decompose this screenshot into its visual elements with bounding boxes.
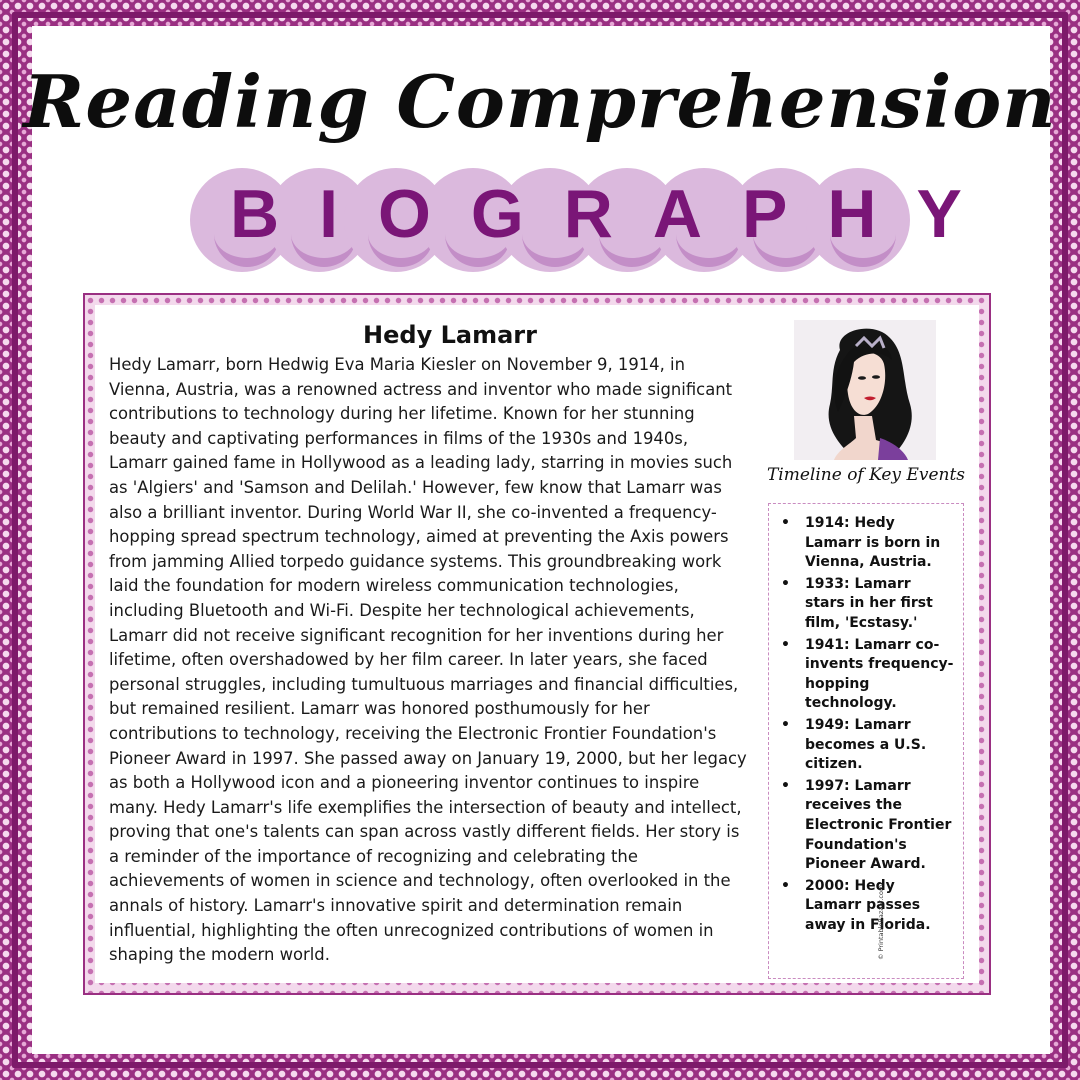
page-title: Reading Comprehension — [23, 59, 1057, 144]
timeline-item-text: 2000: Hedy Lamarr passes away in Florida. — [805, 877, 931, 933]
timeline-caption: Timeline of Key Events — [766, 465, 966, 485]
woman-portrait-icon — [794, 320, 936, 460]
timeline-item-text: 1933: Lamarr stars in her first film, 'Ecstasy.' — [805, 575, 933, 631]
bullet-icon: • — [781, 515, 790, 531]
bullet-icon: • — [781, 716, 790, 733]
article-body: Hedy Lamarr, born Hedwig Eva Maria Kiesler on November 9, 1914, in Vienna, Austria, was a renowned actress and inventor who made significant contributions to technology during her lifetime. Known for her stunning beauty and captivating performances in films of the 1930s and 1940s, Lamarr gained fame in Hollywood as a leading lady, starring in movies such as 'Algiers' and 'Samson and Delilah.' However, few know that Lamarr was also a brilliant inventor. During World War II, she co-invented a frequency-hopping spread spectrum technology, aimed at preventing the Axis powers from jamming Allied torpedo guidance systems. This groundbreaking work laid the foundation for modern wireless communication technologies, including Bluetooth and Wi-Fi. Despite her technological achievements, Lamarr did not receive significant recognition for her inventions during her lifetime, often overshadowed by her film career. In later years, she faced personal struggles, including tumultuous marriages and financial difficulties, but remained resilient. Lamarr was honored posthumously for her contributions to technology, receiving the Electronic Frontier Foundation's Pioneer Award in 1997. She passed away on January 19, 2000, but her legacy as both a Hollywood icon and a pioneering inventor continues to inspire many. Hedy Lamarr's life exemplifies the intersection of beauty and intellect, proving that one's talents can span across vastly different fields. Her story is a reminder of the importance of recognizing and celebrating the achievements of women in science and technology, often overlooked in the annals of history. Lamarr's innovative spirit and determination remain influential, highlighting the often unrecognized contributions of women in shaping the modern world. — [109, 355, 747, 965]
timeline-item-text: 1941: Lamarr co-invents frequency-hopping technology. — [805, 636, 954, 712]
timeline-item — [779, 777, 955, 875]
timeline-item-text: 1949: Lamarr becomes a U.S. citizen. — [805, 716, 927, 773]
copyright-credit — [868, 840, 885, 960]
copyright-text: © PrintableBazaar.com — [877, 884, 885, 960]
content-panel — [83, 293, 991, 995]
bullet-icon: • — [781, 575, 790, 592]
bullet-icon: • — [781, 877, 790, 894]
article-heading: Hedy Lamarr — [363, 321, 537, 349]
timeline-item — [779, 636, 955, 714]
timeline-item-text: 1914: Hedy Lamarr is born in Vienna, Austria. — [805, 515, 941, 571]
bullet-icon: • — [781, 636, 790, 653]
timeline-box — [768, 503, 964, 979]
panel-body — [95, 305, 979, 983]
timeline-item-text: 1997: Lamarr receives the Electronic Frontier Foundation's Pioneer Award. — [805, 777, 952, 873]
timeline-item — [779, 575, 955, 634]
timeline-list — [769, 504, 963, 935]
page-subtitle: BIOGRAPHY — [230, 176, 1002, 252]
timeline-item — [779, 514, 955, 573]
portrait-image — [794, 320, 936, 460]
timeline-item — [779, 716, 955, 775]
bullet-icon: • — [781, 777, 790, 794]
timeline-item — [779, 877, 955, 936]
